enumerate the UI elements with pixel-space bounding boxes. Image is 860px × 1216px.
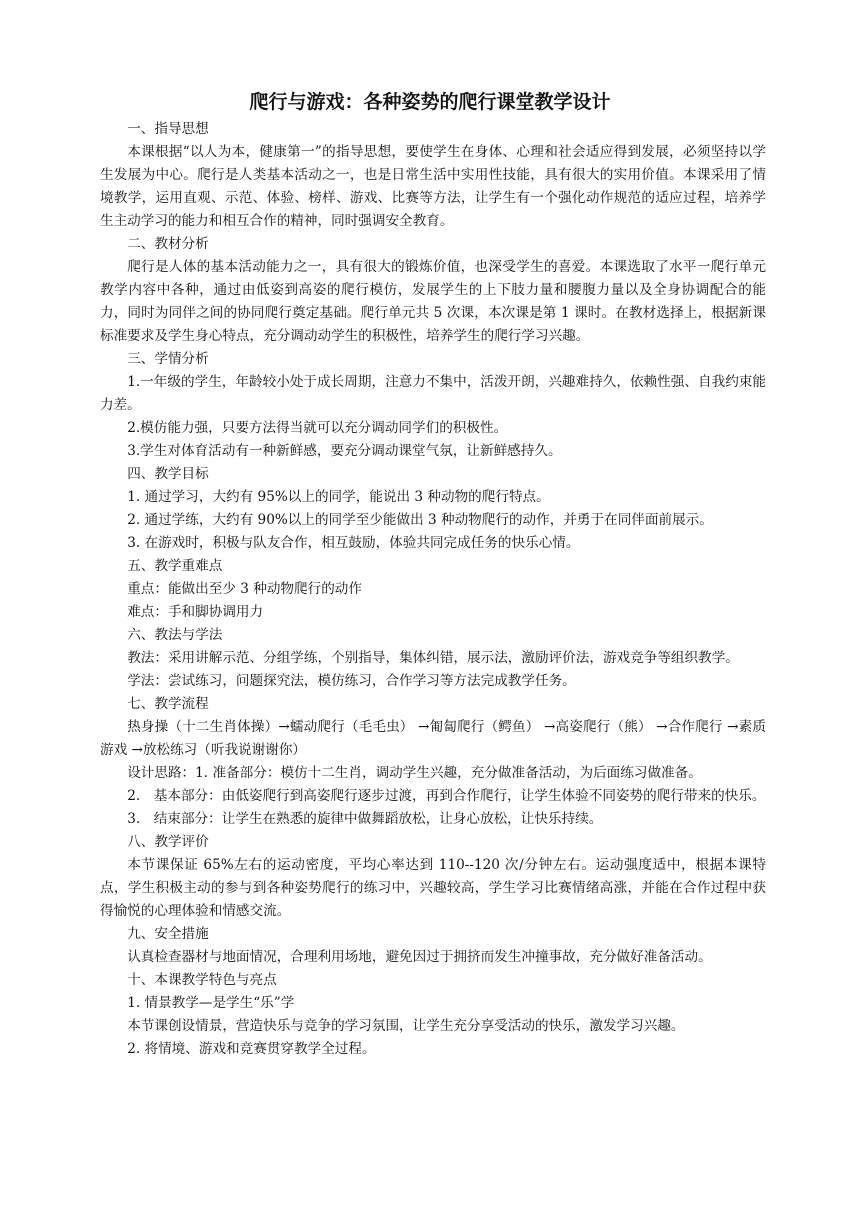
- paragraph: 学法：尝试练习，问题探究法，模仿练习，合作学习等方法完成教学任务。: [127, 673, 576, 689]
- paragraph: 1. 通过学习，大约有 95%以上的同学，能说出 3 种动物的爬行特点。: [127, 489, 550, 505]
- paragraph: 认真检查器材与地面情况，合理利用场地，避免因过于拥挤而发生冲撞事故，充分做好准备活动。: [127, 949, 712, 965]
- paragraph: 九、安全措施: [127, 926, 209, 942]
- paragraph: 难点：手和脚协调用力: [127, 604, 264, 620]
- paragraph: 六、教法与学法: [127, 627, 223, 643]
- paragraph: 3. 结束部分：让学生在熟悉的旋律中做舞蹈放松，让身心放松，让快乐持续。: [127, 811, 603, 827]
- paragraph: 七、教学流程: [127, 696, 209, 712]
- document-title: 爬行与游戏：各种姿势的爬行课堂教学设计: [249, 91, 611, 113]
- paragraph: 三、学情分析: [127, 351, 209, 367]
- paragraph: 3. 在游戏时，积极与队友合作，相互鼓励，体验共同完成任务的快乐心情。: [127, 535, 580, 551]
- paragraph: 2. 基本部分：由低姿爬行到高姿爬行逐步过渡，再到合作爬行，让学生体验不同姿势的爬行带来的快乐。: [127, 788, 766, 804]
- paragraph: 重点：能做出至少 3 种动物爬行的动作: [127, 581, 362, 597]
- paragraph: 1. 情景教学—是学生“乐”学: [127, 995, 295, 1011]
- paragraph: 热身操（十二生肖体操）→蠕动爬行（毛毛虫） →匍匐爬行（鳄鱼） →高姿爬行（熊） →合作爬行 →素质游戏 →放松练习（听我说谢谢你）: [100, 719, 766, 758]
- paragraph: 1.一年级的学生，年龄较小处于成长周期，注意力不集中，活泼开朗，兴趣难持久，依赖性强、自我约束能力差。: [100, 374, 766, 413]
- paragraph: 本节课保证 65%左右的运动密度，平均心率达到 110--120 次/分钟左右。运动强度适中，根据本课特点，学生积极主动的参与到各种姿势爬行的练习中，兴趣较高，学生学习比赛情绪高涨，并能在合作过程中获得愉悦的心理体验和情感交流。: [100, 857, 766, 919]
- paragraph: 设计思路：1. 准备部分：模仿十二生肖，调动学生兴趣，充分做准备活动，为后面练习做准备。: [127, 765, 702, 781]
- paragraph: 2. 通过学练，大约有 90%以上的同学至少能做出 3 种动物爬行的动作，并勇于在同伴面前展示。: [127, 512, 713, 528]
- paragraph: 3.学生对体育活动有一种新鲜感，要充分调动课堂气氛，让新鲜感持久。: [127, 443, 562, 459]
- paragraph: 十、本课教学特色与亮点: [127, 972, 277, 988]
- paragraph: 爬行是人体的基本活动能力之一，具有很大的锻炼价值，也深受学生的喜爱。本课选取了水平一爬行单元教学内容中各种，通过由低姿到高姿的爬行模仿，发展学生的上下肢力量和腰腹力量以及全身协调配合的能力，同时为同伴之间的协同爬行奠定基础。爬行单元共 5 次课，本次课是第 1 课时。在教材选择上，根据新课标准要求及学生身心特点，充分调动动学生的积极性，培养学生的爬行学习兴趣。: [100, 259, 766, 344]
- paragraph: 教法：采用讲解示范、分组学练，个别指导，集体纠错，展示法，激励评价法，游戏竞争等组织教学。: [127, 650, 739, 666]
- paragraph: 二、教材分析: [127, 236, 209, 252]
- paragraph: 2. 将情境、游戏和竞赛贯穿教学全过程。: [127, 1041, 376, 1057]
- paragraph: 一、指导思想: [127, 121, 209, 137]
- paragraph: 2.模仿能力强，只要方法得当就可以充分调动同学们的积极性。: [127, 420, 508, 436]
- document-body: [100, 118, 766, 1061]
- paragraph: 本课根据“以人为本，健康第一”的指导思想，要使学生在身体、心理和社会适应得到发展，必须坚持以学生发展为中心。爬行是人类基本活动之一，也是日常生活中实用性技能，具有很大的实用价值。本课采用了情境教学，运用直观、示范、体验、榜样、游戏、比赛等方法，让学生有一个强化动作规范的适应过程，培养学生主动学习的能力和相互合作的精神，同时强调安全教育。: [100, 144, 766, 229]
- paragraph: 四、教学目标: [127, 466, 209, 482]
- paragraph: 五、教学重难点: [127, 558, 223, 574]
- paragraph: 八、教学评价: [127, 834, 209, 850]
- paragraph: 本节课创设情景，营造快乐与竞争的学习氛围，让学生充分享受活动的快乐，激发学习兴趣。: [127, 1018, 685, 1034]
